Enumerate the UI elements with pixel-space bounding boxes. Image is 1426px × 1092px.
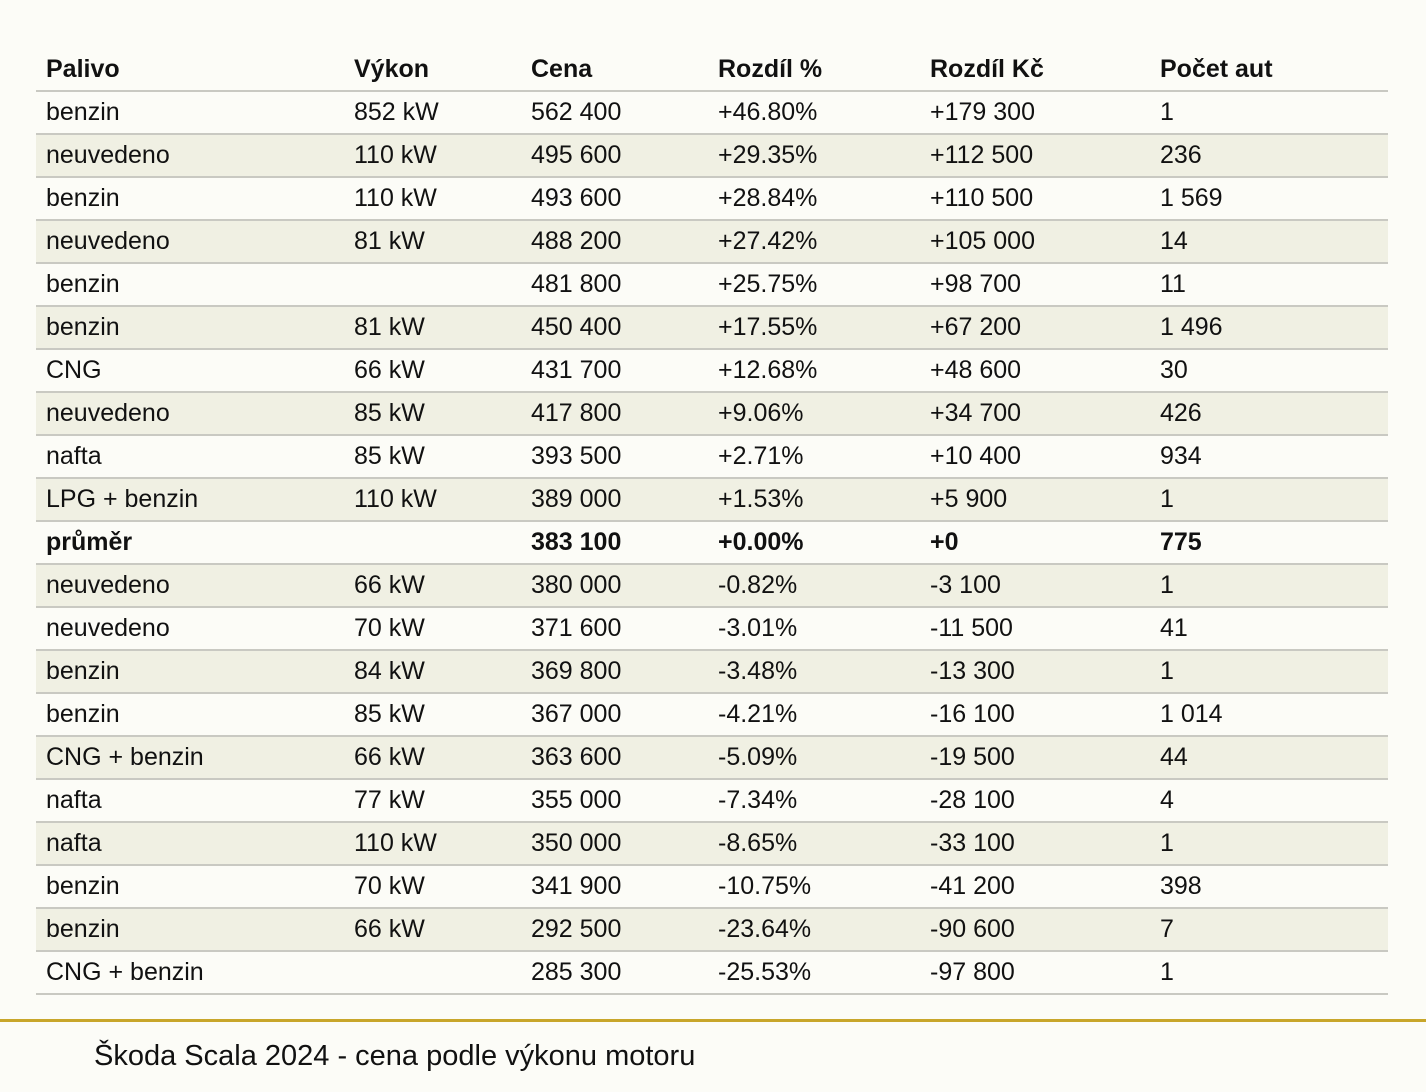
cell-vykon: 66 kW — [344, 564, 521, 607]
cell-rozdil-kc: -13 300 — [920, 650, 1150, 693]
header-pocet-aut: Počet aut — [1150, 48, 1388, 91]
header-rozdil-kc: Rozdíl Kč — [920, 48, 1150, 91]
cell-pocet-aut: 1 — [1150, 478, 1388, 521]
cell-cena: 450 400 — [521, 306, 708, 349]
cell-pocet-aut: 7 — [1150, 908, 1388, 951]
cell-palivo: nafta — [36, 822, 344, 865]
cell-rozdil-kc: -19 500 — [920, 736, 1150, 779]
cell-cena: 350 000 — [521, 822, 708, 865]
footer-divider — [0, 1019, 1426, 1022]
cell-palivo: CNG + benzin — [36, 736, 344, 779]
cell-cena: 389 000 — [521, 478, 708, 521]
cell-cena: 431 700 — [521, 349, 708, 392]
cell-rozdil-procenta: -5.09% — [708, 736, 920, 779]
cell-rozdil-procenta: -4.21% — [708, 693, 920, 736]
cell-pocet-aut: 30 — [1150, 349, 1388, 392]
table-row — [36, 779, 1388, 822]
price-table — [36, 48, 1388, 995]
cell-vykon — [344, 951, 521, 994]
cell-cena: 493 600 — [521, 177, 708, 220]
cell-rozdil-procenta: +9.06% — [708, 392, 920, 435]
table-row — [36, 263, 1388, 306]
header-cena: Cena — [521, 48, 708, 91]
cell-rozdil-kc: -16 100 — [920, 693, 1150, 736]
cell-rozdil-kc: +98 700 — [920, 263, 1150, 306]
cell-rozdil-procenta: -23.64% — [708, 908, 920, 951]
cell-rozdil-kc: +105 000 — [920, 220, 1150, 263]
table-row — [36, 521, 1388, 564]
cell-vykon: 66 kW — [344, 736, 521, 779]
table-row — [36, 865, 1388, 908]
cell-pocet-aut: 41 — [1150, 607, 1388, 650]
cell-rozdil-kc: +110 500 — [920, 177, 1150, 220]
cell-rozdil-procenta: +29.35% — [708, 134, 920, 177]
cell-vykon: 84 kW — [344, 650, 521, 693]
table-row — [36, 607, 1388, 650]
cell-cena: 363 600 — [521, 736, 708, 779]
table-header-row — [36, 48, 1388, 91]
cell-vykon: 70 kW — [344, 607, 521, 650]
table-row — [36, 822, 1388, 865]
cell-rozdil-kc: -41 200 — [920, 865, 1150, 908]
cell-vykon: 81 kW — [344, 306, 521, 349]
cell-rozdil-kc: +5 900 — [920, 478, 1150, 521]
cell-palivo: neuvedeno — [36, 607, 344, 650]
table-row — [36, 736, 1388, 779]
cell-cena: 292 500 — [521, 908, 708, 951]
cell-palivo: CNG + benzin — [36, 951, 344, 994]
table-row — [36, 650, 1388, 693]
cell-palivo: LPG + benzin — [36, 478, 344, 521]
cell-vykon: 85 kW — [344, 392, 521, 435]
cell-cena: 562 400 — [521, 91, 708, 134]
cell-pocet-aut: 1 — [1150, 951, 1388, 994]
cell-cena: 371 600 — [521, 607, 708, 650]
cell-pocet-aut: 1 — [1150, 822, 1388, 865]
cell-vykon: 77 kW — [344, 779, 521, 822]
table-row — [36, 177, 1388, 220]
cell-pocet-aut: 934 — [1150, 435, 1388, 478]
cell-palivo: CNG — [36, 349, 344, 392]
table-caption: Škoda Scala 2024 - cena podle výkonu motoru — [94, 1040, 696, 1072]
cell-rozdil-procenta: -3.48% — [708, 650, 920, 693]
cell-rozdil-kc: +10 400 — [920, 435, 1150, 478]
cell-pocet-aut: 426 — [1150, 392, 1388, 435]
cell-pocet-aut: 1 — [1150, 564, 1388, 607]
cell-pocet-aut: 14 — [1150, 220, 1388, 263]
cell-vykon — [344, 263, 521, 306]
cell-pocet-aut: 4 — [1150, 779, 1388, 822]
cell-vykon: 110 kW — [344, 134, 521, 177]
cell-rozdil-kc: -11 500 — [920, 607, 1150, 650]
cell-palivo: nafta — [36, 779, 344, 822]
cell-cena: 417 800 — [521, 392, 708, 435]
cell-rozdil-procenta: -25.53% — [708, 951, 920, 994]
cell-cena: 393 500 — [521, 435, 708, 478]
table-row — [36, 951, 1388, 994]
cell-rozdil-kc: +67 200 — [920, 306, 1150, 349]
table-row — [36, 564, 1388, 607]
cell-pocet-aut: 1 014 — [1150, 693, 1388, 736]
cell-cena: 341 900 — [521, 865, 708, 908]
cell-palivo: benzin — [36, 908, 344, 951]
cell-cena: 367 000 — [521, 693, 708, 736]
cell-palivo: benzin — [36, 693, 344, 736]
cell-vykon: 110 kW — [344, 177, 521, 220]
cell-vykon: 85 kW — [344, 693, 521, 736]
cell-rozdil-procenta: -7.34% — [708, 779, 920, 822]
cell-pocet-aut: 1 — [1150, 650, 1388, 693]
cell-rozdil-procenta: +0.00% — [708, 521, 920, 564]
cell-rozdil-kc: -90 600 — [920, 908, 1150, 951]
cell-pocet-aut: 44 — [1150, 736, 1388, 779]
cell-rozdil-procenta: +28.84% — [708, 177, 920, 220]
cell-cena: 355 000 — [521, 779, 708, 822]
cell-rozdil-kc: +0 — [920, 521, 1150, 564]
cell-vykon: 852 kW — [344, 91, 521, 134]
table-row — [36, 91, 1388, 134]
cell-vykon: 110 kW — [344, 478, 521, 521]
cell-cena: 488 200 — [521, 220, 708, 263]
cell-pocet-aut: 11 — [1150, 263, 1388, 306]
cell-palivo: průměr — [36, 521, 344, 564]
cell-rozdil-kc: -3 100 — [920, 564, 1150, 607]
header-rozdil-procenta: Rozdíl % — [708, 48, 920, 91]
cell-rozdil-procenta: -3.01% — [708, 607, 920, 650]
cell-rozdil-procenta: -0.82% — [708, 564, 920, 607]
cell-rozdil-kc: -97 800 — [920, 951, 1150, 994]
cell-pocet-aut: 775 — [1150, 521, 1388, 564]
cell-rozdil-procenta: +27.42% — [708, 220, 920, 263]
table-row — [36, 693, 1388, 736]
cell-rozdil-kc: +179 300 — [920, 91, 1150, 134]
cell-vykon: 85 kW — [344, 435, 521, 478]
cell-palivo: nafta — [36, 435, 344, 478]
cell-cena: 380 000 — [521, 564, 708, 607]
cell-rozdil-procenta: +2.71% — [708, 435, 920, 478]
cell-cena: 481 800 — [521, 263, 708, 306]
cell-rozdil-procenta: +1.53% — [708, 478, 920, 521]
cell-vykon: 110 kW — [344, 822, 521, 865]
cell-cena: 369 800 — [521, 650, 708, 693]
table-body — [36, 91, 1388, 994]
cell-pocet-aut: 1 569 — [1150, 177, 1388, 220]
cell-rozdil-procenta: -8.65% — [708, 822, 920, 865]
price-table-container — [36, 48, 1388, 995]
cell-vykon: 66 kW — [344, 349, 521, 392]
cell-vykon: 70 kW — [344, 865, 521, 908]
cell-rozdil-procenta: -10.75% — [708, 865, 920, 908]
table-row — [36, 392, 1388, 435]
cell-pocet-aut: 236 — [1150, 134, 1388, 177]
cell-rozdil-procenta: +25.75% — [708, 263, 920, 306]
cell-palivo: benzin — [36, 865, 344, 908]
cell-pocet-aut: 1 — [1150, 91, 1388, 134]
cell-palivo: neuvedeno — [36, 564, 344, 607]
cell-rozdil-procenta: +46.80% — [708, 91, 920, 134]
cell-palivo: benzin — [36, 177, 344, 220]
cell-palivo: benzin — [36, 306, 344, 349]
cell-palivo: benzin — [36, 91, 344, 134]
cell-pocet-aut: 398 — [1150, 865, 1388, 908]
cell-pocet-aut: 1 496 — [1150, 306, 1388, 349]
cell-vykon: 66 kW — [344, 908, 521, 951]
table-row — [36, 478, 1388, 521]
table-row — [36, 134, 1388, 177]
table-row — [36, 908, 1388, 951]
table-row — [36, 435, 1388, 478]
cell-rozdil-procenta: +12.68% — [708, 349, 920, 392]
header-vykon: Výkon — [344, 48, 521, 91]
cell-rozdil-kc: +34 700 — [920, 392, 1150, 435]
table-row — [36, 306, 1388, 349]
cell-vykon: 81 kW — [344, 220, 521, 263]
cell-cena: 383 100 — [521, 521, 708, 564]
table-row — [36, 349, 1388, 392]
cell-palivo: neuvedeno — [36, 392, 344, 435]
cell-palivo: neuvedeno — [36, 134, 344, 177]
cell-palivo: benzin — [36, 263, 344, 306]
cell-palivo: benzin — [36, 650, 344, 693]
cell-palivo: neuvedeno — [36, 220, 344, 263]
cell-cena: 285 300 — [521, 951, 708, 994]
cell-rozdil-procenta: +17.55% — [708, 306, 920, 349]
cell-rozdil-kc: +112 500 — [920, 134, 1150, 177]
cell-rozdil-kc: -33 100 — [920, 822, 1150, 865]
table-row — [36, 220, 1388, 263]
cell-rozdil-kc: +48 600 — [920, 349, 1150, 392]
cell-vykon — [344, 521, 521, 564]
cell-cena: 495 600 — [521, 134, 708, 177]
header-palivo: Palivo — [36, 48, 344, 91]
cell-rozdil-kc: -28 100 — [920, 779, 1150, 822]
